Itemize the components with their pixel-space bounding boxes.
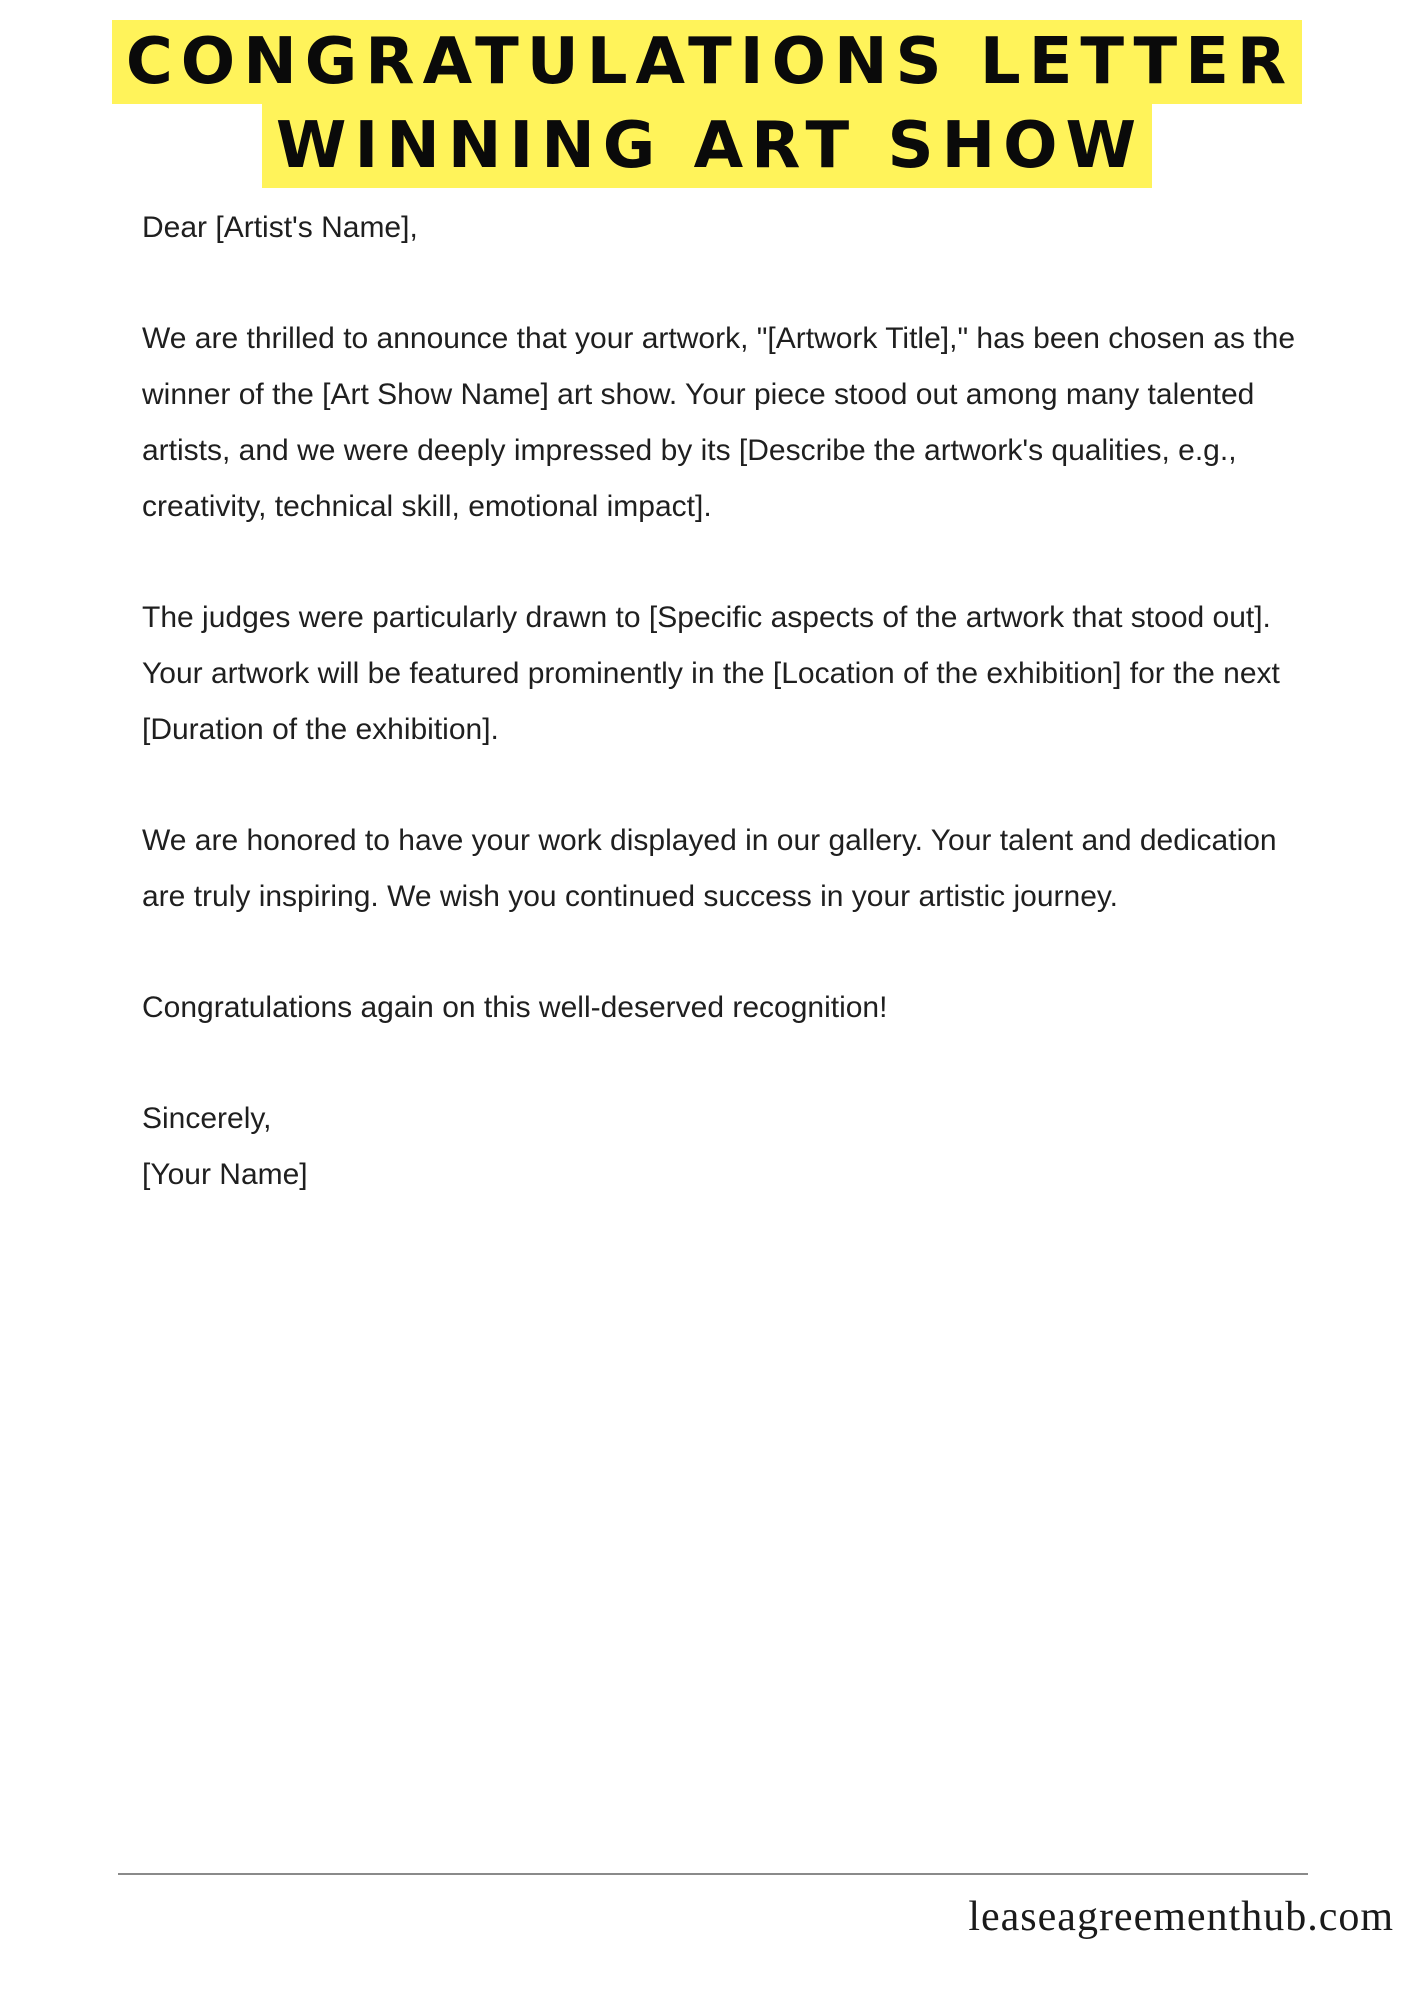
title-line-1: CONGRATULATIONS LETTER (112, 20, 1302, 104)
document-title (0, 20, 1414, 188)
paragraph-announcement: We are thrilled to announce that your artwork, "[Artwork Title]," has been chosen as the winner of the [Art Show Name] art show. Your piece stood out among many talented artists, and we were deeply impressed by its [Describe the artwork's qualities, e.g., creativity, technical skill, emotional impact]. (142, 322, 1296, 523)
footer-divider (118, 1873, 1308, 1875)
letter-body (142, 200, 1322, 1203)
salutation: Dear [Artist's Name], (142, 211, 418, 244)
paragraph-honored: We are honored to have your work displayed in our gallery. Your talent and dedication are truly inspiring. We wish you continued success in your artistic journey. (142, 824, 1277, 913)
brand-logo: leaseagreementhub.com (968, 1894, 1394, 1940)
closing: Sincerely, (142, 1102, 272, 1135)
title-line-2: WINNING ART SHOW (262, 104, 1152, 188)
paragraph-judges: The judges were particularly drawn to [Specific aspects of the artwork that stood out]. Your artwork will be featured prominently in the [Location of the exhibition] for the next [Duration of the exhibition]. (142, 601, 1280, 746)
signature: [Your Name] (142, 1158, 308, 1191)
paragraph-congratulations: Congratulations again on this well-deserved recognition! (142, 991, 888, 1024)
